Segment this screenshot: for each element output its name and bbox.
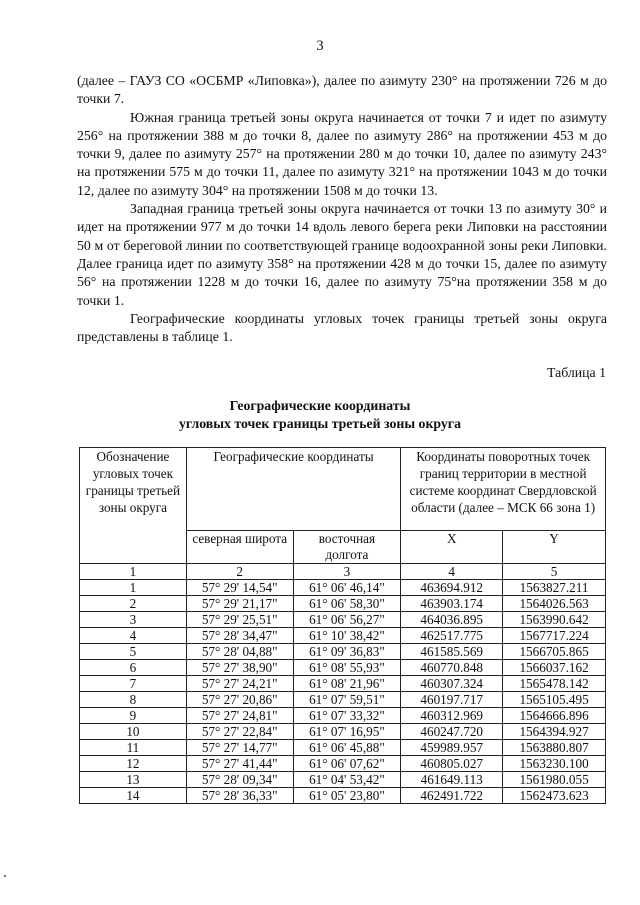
x-coordinate-cell: 460247.720 — [401, 724, 503, 740]
point-number-cell: 5 — [80, 644, 187, 660]
y-coordinate-cell: 1563827.211 — [503, 580, 606, 596]
x-coordinate-cell: 460307.324 — [401, 676, 503, 692]
page-number: 3 — [316, 38, 324, 54]
longitude-cell: 61° 06' 46,14" — [293, 580, 401, 596]
x-coordinate-cell: 463694.912 — [401, 580, 503, 596]
header-msk-coordinates: Координаты поворотных точек границ территории в местной системе координат Свердловской области (далее – МСК 66 зона 1) — [401, 448, 606, 531]
latitude-cell: 57° 29' 25,51" — [186, 612, 293, 628]
x-coordinate-cell: 462517.775 — [401, 628, 503, 644]
header-x: X — [401, 531, 503, 564]
latitude-cell: 57° 28' 34,47" — [186, 628, 293, 644]
table-label: Таблица 1 — [546, 365, 606, 380]
column-number: 2 — [186, 564, 293, 580]
header-geographic-coordinates: Географические координаты — [186, 448, 400, 531]
table-title-line: Географические координаты — [229, 398, 411, 413]
y-coordinate-cell: 1567717.224 — [503, 628, 606, 644]
latitude-cell: 57° 28' 04,88" — [186, 644, 293, 660]
latitude-cell: 57° 27' 38,90" — [186, 660, 293, 676]
longitude-cell: 61° 05' 23,80" — [293, 788, 401, 804]
y-coordinate-cell: 1562473.623 — [503, 788, 606, 804]
latitude-cell: 57° 27' 41,44" — [186, 756, 293, 772]
longitude-cell: 61° 08' 55,93" — [293, 660, 401, 676]
table-row — [80, 692, 606, 708]
y-coordinate-cell: 1566705.865 — [503, 644, 606, 660]
y-coordinate-cell: 1565105.495 — [503, 692, 606, 708]
scan-speck — [4, 875, 6, 877]
longitude-cell: 61° 06' 56,27" — [293, 612, 401, 628]
paragraph: Западная граница третьей зоны округа начинается от точки 13 по азимуту 30° и идет на протяжении 977 м до точки 14 вдоль левого берега реки Липовки на расстоянии 50 м от береговой линии по соответствующей границе водоохранной зоны реки Липовки. Далее граница идет по азимуту 358° на протяжении 428 м до точки 15, далее по азимуту 56° на протяжении 1228 м до точки 16, далее по азимуту 75°на протяжении 358 м до точки 1. — [77, 201, 607, 308]
y-coordinate-cell: 1563990.642 — [503, 612, 606, 628]
y-coordinate-cell: 1565478.142 — [503, 676, 606, 692]
longitude-cell: 61° 07' 16,95" — [293, 724, 401, 740]
table-row — [80, 628, 606, 644]
latitude-cell: 57° 27' 14,77" — [186, 740, 293, 756]
column-number: 4 — [401, 564, 503, 580]
latitude-cell: 57° 27' 24,81" — [186, 708, 293, 724]
longitude-cell: 61° 10' 38,42" — [293, 628, 401, 644]
longitude-cell: 61° 06' 58,30" — [293, 596, 401, 612]
point-number-cell: 10 — [80, 724, 187, 740]
paragraph: (далее – ГАУЗ СО «ОСБМР «Липовка»), далее по азимуту 230° на протяжении 726 м до точки 7. — [77, 73, 607, 107]
point-number-cell: 7 — [80, 676, 187, 692]
table-title-line: угловых точек границы третьей зоны округа — [179, 416, 461, 431]
x-coordinate-cell: 461649.113 — [401, 772, 503, 788]
y-coordinate-cell: 1563230.100 — [503, 756, 606, 772]
body-text — [77, 72, 607, 346]
table-title — [0, 397, 640, 433]
table-row — [80, 612, 606, 628]
point-number-cell: 12 — [80, 756, 187, 772]
header-latitude: северная широта — [186, 531, 293, 564]
table-header-row — [80, 448, 606, 531]
point-number-cell: 8 — [80, 692, 187, 708]
table-row — [80, 596, 606, 612]
table-row — [80, 724, 606, 740]
point-number-cell: 1 — [80, 580, 187, 596]
x-coordinate-cell: 460805.027 — [401, 756, 503, 772]
point-number-cell: 4 — [80, 628, 187, 644]
x-coordinate-cell: 459989.957 — [401, 740, 503, 756]
table-numbering-row — [80, 564, 606, 580]
column-number: 1 — [80, 564, 187, 580]
header-longitude: восточная долгота — [293, 531, 401, 564]
latitude-cell: 57° 27' 24,21" — [186, 676, 293, 692]
paragraph: Географические координаты угловых точек границы третьей зоны округа представлены в таблице 1. — [77, 310, 607, 345]
header-point-designation: Обозначение угловых точек границы третьей зоны округа — [80, 448, 187, 564]
longitude-cell: 61° 04' 53,42" — [293, 772, 401, 788]
y-coordinate-cell: 1566037.162 — [503, 660, 606, 676]
column-number: 5 — [503, 564, 606, 580]
point-number-cell: 11 — [80, 740, 187, 756]
latitude-cell: 57° 29' 14,54" — [186, 580, 293, 596]
x-coordinate-cell: 460770.848 — [401, 660, 503, 676]
latitude-cell: 57° 27' 20,86" — [186, 692, 293, 708]
latitude-cell: 57° 27' 22,84" — [186, 724, 293, 740]
table-row — [80, 580, 606, 596]
table-row — [80, 660, 606, 676]
longitude-cell: 61° 07' 59,51" — [293, 692, 401, 708]
longitude-cell: 61° 08' 21,96" — [293, 676, 401, 692]
x-coordinate-cell: 461585.569 — [401, 644, 503, 660]
y-coordinate-cell: 1563880.807 — [503, 740, 606, 756]
y-coordinate-cell: 1561980.055 — [503, 772, 606, 788]
point-number-cell: 6 — [80, 660, 187, 676]
point-number-cell: 13 — [80, 772, 187, 788]
x-coordinate-cell: 462491.722 — [401, 788, 503, 804]
y-coordinate-cell: 1564666.896 — [503, 708, 606, 724]
table-row — [80, 644, 606, 660]
point-number-cell: 9 — [80, 708, 187, 724]
point-number-cell: 14 — [80, 788, 187, 804]
x-coordinate-cell: 460197.717 — [401, 692, 503, 708]
longitude-cell: 61° 07' 33,32" — [293, 708, 401, 724]
latitude-cell: 57° 28' 36,33" — [186, 788, 293, 804]
longitude-cell: 61° 09' 36,83" — [293, 644, 401, 660]
point-number-cell: 3 — [80, 612, 187, 628]
latitude-cell: 57° 29' 21,17" — [186, 596, 293, 612]
point-number-cell: 2 — [80, 596, 187, 612]
y-coordinate-cell: 1564394.927 — [503, 724, 606, 740]
x-coordinate-cell: 460312.969 — [401, 708, 503, 724]
column-number: 3 — [293, 564, 401, 580]
coordinates-table — [79, 447, 606, 804]
longitude-cell: 61° 06' 45,88" — [293, 740, 401, 756]
table-row — [80, 756, 606, 772]
header-y: Y — [503, 531, 606, 564]
table-row — [80, 708, 606, 724]
table-row — [80, 676, 606, 692]
paragraph: Южная граница третьей зоны округа начинается от точки 7 и идет по азимуту 256° на протяжении 388 м до точки 8, далее по азимуту 286° на протяжении 453 м до точки 9, далее по азимуту 257° на протяжении 280 м до точки 10, далее по азимуту 243° на протяжении 575 м до точки 11, далее по азимуту 321° на протяжении 1043 м до точки 12, далее по азимуту 304° на протяжении 1508 м до точки 13. — [77, 109, 607, 198]
table-row — [80, 740, 606, 756]
latitude-cell: 57° 28' 09,34" — [186, 772, 293, 788]
table-row — [80, 788, 606, 804]
x-coordinate-cell: 464036.895 — [401, 612, 503, 628]
x-coordinate-cell: 463903.174 — [401, 596, 503, 612]
longitude-cell: 61° 06' 07,62" — [293, 756, 401, 772]
table-row — [80, 772, 606, 788]
y-coordinate-cell: 1564026.563 — [503, 596, 606, 612]
